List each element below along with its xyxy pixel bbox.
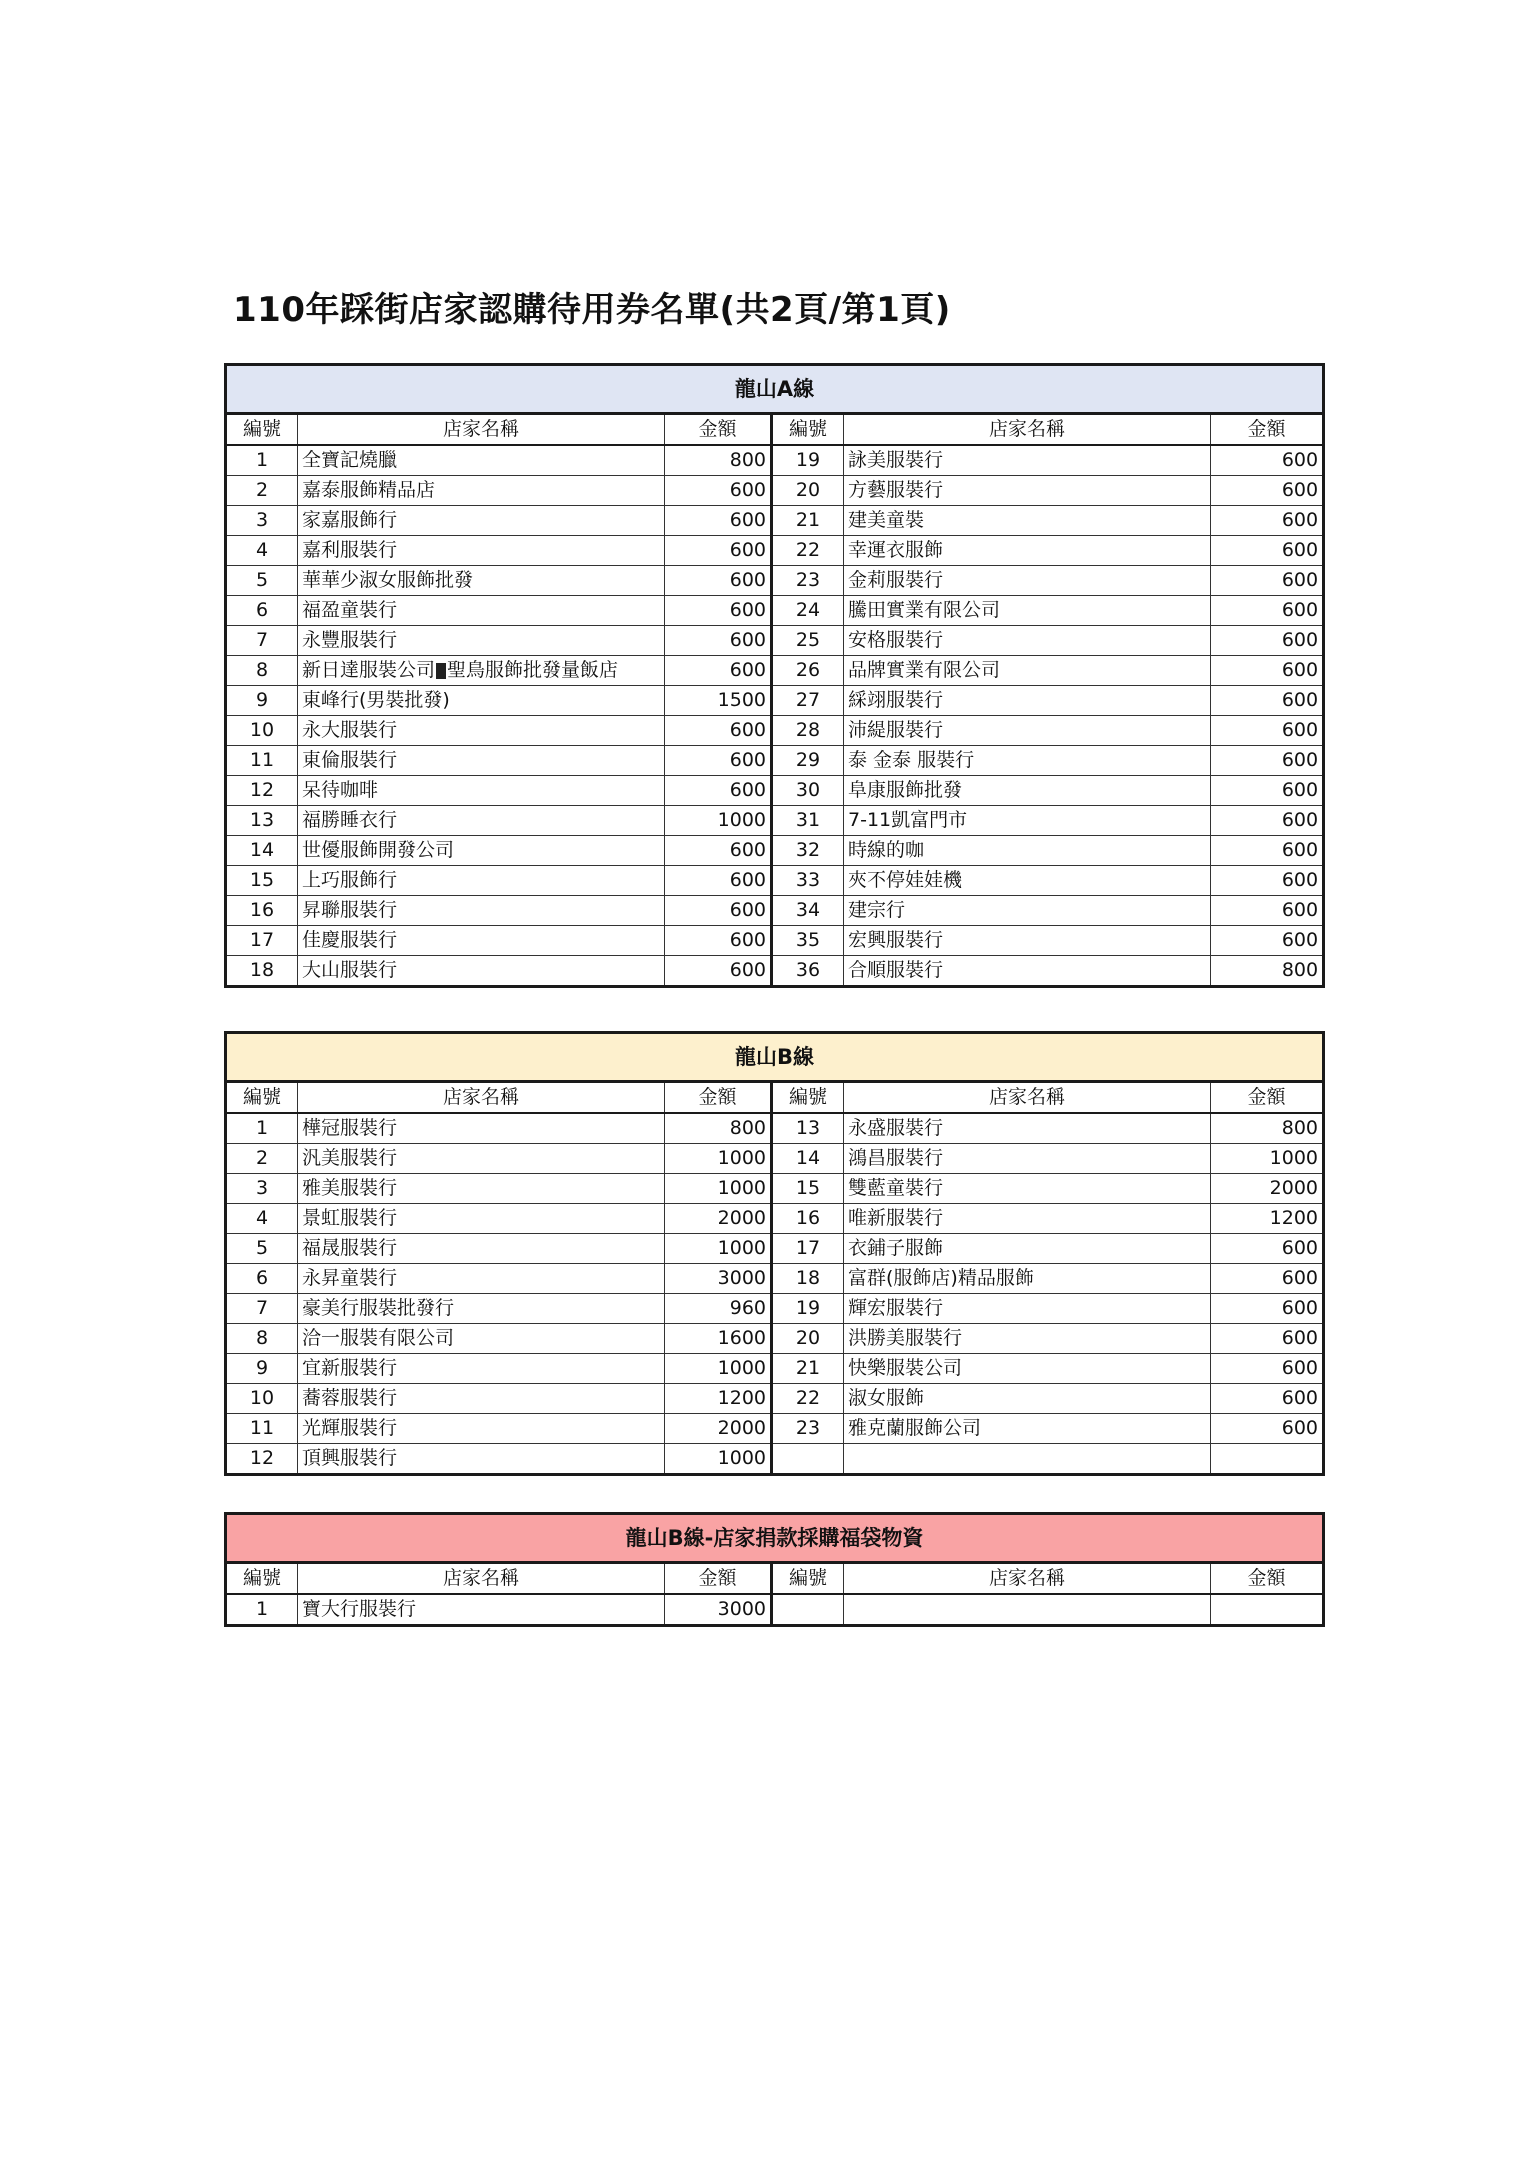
- store-no: 6: [226, 1264, 298, 1294]
- store-name: [298, 1294, 665, 1324]
- store-no: 3: [226, 506, 298, 536]
- store-no: 24: [772, 596, 844, 626]
- col-header-name: 店家名稱: [298, 1082, 665, 1114]
- store-amount: [1211, 1444, 1324, 1475]
- store-name-text: 光輝服裝行: [302, 1417, 398, 1439]
- store-amount: 600: [665, 956, 772, 987]
- store-name: [298, 1174, 665, 1204]
- store-amount: 600: [1211, 566, 1324, 596]
- store-name-text: 家嘉服飾行: [302, 509, 398, 531]
- store-name-text: 永大服裝行: [302, 719, 398, 741]
- store-name: [298, 1204, 665, 1234]
- store-no: 26: [772, 656, 844, 686]
- store-name: 宏興服裝行: [844, 926, 1211, 956]
- store-no: 19: [772, 445, 844, 476]
- store-no: 36: [772, 956, 844, 987]
- col-header-amount: 金額: [665, 1563, 772, 1595]
- table-row: [226, 1234, 1324, 1264]
- store-name-text: 雅美服裝行: [302, 1177, 398, 1199]
- store-amount: 800: [665, 445, 772, 476]
- store-name-text: 福盈童裝行: [302, 599, 398, 621]
- store-name-text: 汎美服裝行: [302, 1147, 398, 1169]
- store-no: 21: [772, 506, 844, 536]
- store-name: [298, 956, 665, 987]
- store-amount: 960: [665, 1294, 772, 1324]
- store-amount: 600: [665, 506, 772, 536]
- store-name: 合順服裝行: [844, 956, 1211, 987]
- store-amount: 600: [665, 596, 772, 626]
- col-header-amount: 金額: [665, 414, 772, 446]
- store-name: 淑女服飾: [844, 1384, 1211, 1414]
- store-name-text: 全寶記燒臘: [302, 449, 398, 471]
- store-no: 18: [226, 956, 298, 987]
- store-name: 金莉服裝行: [844, 566, 1211, 596]
- store-amount: 600: [1211, 506, 1324, 536]
- store-no: 27: [772, 686, 844, 716]
- table-row: [226, 506, 1324, 536]
- store-no: 13: [226, 806, 298, 836]
- table-row: [226, 746, 1324, 776]
- store-no: 20: [772, 476, 844, 506]
- store-name: 建美童裝: [844, 506, 1211, 536]
- store-no: 15: [226, 866, 298, 896]
- overlap-mark: [436, 663, 446, 679]
- store-no: 8: [226, 1324, 298, 1354]
- store-name: 時線的咖: [844, 836, 1211, 866]
- store-name-text: 福晟服裝行: [302, 1237, 398, 1259]
- store-name: 方藝服裝行: [844, 476, 1211, 506]
- store-name-text: 宜新服裝行: [302, 1357, 398, 1379]
- store-name: [298, 1414, 665, 1444]
- store-name-text: 嘉利服裝行: [302, 539, 398, 561]
- store-no: 5: [226, 566, 298, 596]
- store-amount: 600: [665, 536, 772, 566]
- table-row: [226, 1594, 1324, 1626]
- store-name-text: 大山服裝行: [302, 959, 398, 981]
- store-no: 33: [772, 866, 844, 896]
- table-row: [226, 686, 1324, 716]
- store-name: [298, 1384, 665, 1414]
- store-name-text: 寶大行服裝行: [302, 1598, 417, 1620]
- store-no: 23: [772, 566, 844, 596]
- table-row: [226, 1414, 1324, 1444]
- store-name: 幸運衣服飾: [844, 536, 1211, 566]
- col-header-no: 編號: [226, 1082, 298, 1114]
- store-name-text: 呆待咖啡: [302, 779, 379, 801]
- store-amount: 600: [1211, 686, 1324, 716]
- table-row: [226, 1264, 1324, 1294]
- store-name: 快樂服裝公司: [844, 1354, 1211, 1384]
- store-name: [298, 746, 665, 776]
- store-name: [844, 1444, 1211, 1475]
- store-name: [298, 716, 665, 746]
- column-header-row: [226, 414, 1324, 446]
- store-amount: 600: [1211, 926, 1324, 956]
- store-amount: 600: [1211, 1324, 1324, 1354]
- store-no: 5: [226, 1234, 298, 1264]
- table-row: [226, 776, 1324, 806]
- store-no: 18: [772, 1264, 844, 1294]
- store-no: 35: [772, 926, 844, 956]
- store-amount: 600: [1211, 1384, 1324, 1414]
- store-name: 夾不停娃娃機: [844, 866, 1211, 896]
- store-name: [298, 686, 665, 716]
- store-name: [298, 806, 665, 836]
- store-no: 29: [772, 746, 844, 776]
- store-name: 騰田實業有限公司: [844, 596, 1211, 626]
- store-amount: 600: [1211, 836, 1324, 866]
- store-no: 20: [772, 1324, 844, 1354]
- store-no: 11: [226, 746, 298, 776]
- store-name-text: 洽一服裝有限公司: [302, 1327, 455, 1349]
- table-row: [226, 656, 1324, 686]
- table-row: [226, 836, 1324, 866]
- store-name-text: 上巧服飾行: [302, 869, 398, 891]
- store-no: 9: [226, 686, 298, 716]
- store-amount: 600: [1211, 1234, 1324, 1264]
- col-header-name: 店家名稱: [844, 1082, 1211, 1114]
- column-header-row: [226, 1563, 1324, 1595]
- store-name: 詠美服裝行: [844, 445, 1211, 476]
- store-no: [772, 1444, 844, 1475]
- store-no: 22: [772, 1384, 844, 1414]
- store-name: [298, 1113, 665, 1144]
- store-no: 14: [772, 1144, 844, 1174]
- table-row: [226, 1294, 1324, 1324]
- store-amount: 600: [1211, 716, 1324, 746]
- store-amount: 600: [665, 716, 772, 746]
- col-header-amount: 金額: [1211, 1563, 1324, 1595]
- store-name: [844, 1594, 1211, 1626]
- col-header-no: 編號: [226, 1563, 298, 1595]
- store-no: 1: [226, 445, 298, 476]
- store-name: [298, 896, 665, 926]
- store-no: 10: [226, 1384, 298, 1414]
- store-name: 泰 金泰 服裝行: [844, 746, 1211, 776]
- store-no: 16: [226, 896, 298, 926]
- store-name: [298, 476, 665, 506]
- store-amount: 1500: [665, 686, 772, 716]
- store-no: 8: [226, 656, 298, 686]
- store-amount: 600: [665, 746, 772, 776]
- store-no: 28: [772, 716, 844, 746]
- store-no: 21: [772, 1354, 844, 1384]
- store-amount: 600: [1211, 626, 1324, 656]
- store-amount: 1000: [665, 806, 772, 836]
- store-name-text: 嘉泰服飾精品店: [302, 479, 436, 501]
- store-name: [298, 1234, 665, 1264]
- table-row: [226, 626, 1324, 656]
- store-amount: 3000: [665, 1264, 772, 1294]
- store-name-text: 福勝睡衣行: [302, 809, 398, 831]
- page-title: 110年踩街店家認購待用券名單(共2頁/第1頁): [233, 290, 951, 330]
- store-amount: 1000: [665, 1174, 772, 1204]
- store-name: [298, 926, 665, 956]
- store-name: [298, 1144, 665, 1174]
- store-name: 建宗行: [844, 896, 1211, 926]
- store-amount: 600: [665, 926, 772, 956]
- store-no: 7: [226, 626, 298, 656]
- store-no: 22: [772, 536, 844, 566]
- store-name: 綵翊服裝行: [844, 686, 1211, 716]
- store-name: 雙藍童裝行: [844, 1174, 1211, 1204]
- store-amount: 600: [665, 566, 772, 596]
- store-name-text: 東倫服裝行: [302, 749, 398, 771]
- table-row: [226, 716, 1324, 746]
- store-name-text: 豪美行服裝批發行: [302, 1297, 455, 1319]
- col-header-name: 店家名稱: [844, 414, 1211, 446]
- store-no: 14: [226, 836, 298, 866]
- store-name: [298, 866, 665, 896]
- store-name: [298, 1594, 665, 1626]
- table-row: [226, 1324, 1324, 1354]
- store-name: 鴻昌服裝行: [844, 1144, 1211, 1174]
- store-name-text: 新日達服裝公司: [302, 659, 436, 681]
- col-header-no: 編號: [226, 414, 298, 446]
- store-no: 34: [772, 896, 844, 926]
- table-row: [226, 866, 1324, 896]
- store-amount: 600: [1211, 445, 1324, 476]
- store-amount: 1200: [665, 1384, 772, 1414]
- store-name-text: 佳慶服裝行: [302, 929, 398, 951]
- store-name-text: 樺冠服裝行: [302, 1117, 398, 1139]
- store-name: 安格服裝行: [844, 626, 1211, 656]
- store-name: [298, 776, 665, 806]
- store-name-text: 世優服飾開發公司: [302, 839, 455, 861]
- store-no: 17: [226, 926, 298, 956]
- store-amount: [1211, 1594, 1324, 1626]
- store-table: [224, 1031, 1325, 1476]
- store-no: 13: [772, 1113, 844, 1144]
- col-header-no: 編號: [772, 1082, 844, 1114]
- store-amount: 1600: [665, 1324, 772, 1354]
- col-header-amount: 金額: [1211, 1082, 1324, 1114]
- store-table: [224, 363, 1325, 988]
- table-row: [226, 476, 1324, 506]
- store-no: 9: [226, 1354, 298, 1384]
- store-name: 永盛服裝行: [844, 1113, 1211, 1144]
- store-amount: 800: [665, 1113, 772, 1144]
- store-name: 沛緹服裝行: [844, 716, 1211, 746]
- store-amount: 600: [1211, 866, 1324, 896]
- store-amount: 600: [1211, 476, 1324, 506]
- store-amount: 1000: [1211, 1144, 1324, 1174]
- store-no: 12: [226, 1444, 298, 1475]
- column-header-row: [226, 1082, 1324, 1114]
- store-amount: 600: [1211, 776, 1324, 806]
- store-no: 15: [772, 1174, 844, 1204]
- store-amount: 2000: [1211, 1174, 1324, 1204]
- store-no: 30: [772, 776, 844, 806]
- col-header-no: 編號: [772, 414, 844, 446]
- store-name: [298, 1354, 665, 1384]
- store-no: 7: [226, 1294, 298, 1324]
- col-header-name: 店家名稱: [298, 1563, 665, 1595]
- store-no: 4: [226, 536, 298, 566]
- store-name: 唯新服裝行: [844, 1204, 1211, 1234]
- store-no: 4: [226, 1204, 298, 1234]
- store-name-text: 永昇童裝行: [302, 1267, 398, 1289]
- store-name: 衣鋪子服飾: [844, 1234, 1211, 1264]
- store-no: [772, 1594, 844, 1626]
- store-name-text: 華華少淑女服飾批發: [302, 569, 474, 591]
- table-row: [226, 566, 1324, 596]
- store-amount: 3000: [665, 1594, 772, 1626]
- store-name: [298, 626, 665, 656]
- store-amount: 600: [1211, 1264, 1324, 1294]
- store-amount: 2000: [665, 1204, 772, 1234]
- store-amount: 600: [665, 476, 772, 506]
- store-name-text: 頂興服裝行: [302, 1447, 398, 1469]
- store-name: [298, 536, 665, 566]
- store-name: 品牌實業有限公司: [844, 656, 1211, 686]
- section-heading: 龍山B線-店家捐款採購福袋物資: [226, 1514, 1324, 1563]
- table-row: [226, 926, 1324, 956]
- store-name: 富群(服飾店)精品服飾: [844, 1264, 1211, 1294]
- store-name: [298, 566, 665, 596]
- table-row: [226, 445, 1324, 476]
- store-amount: 800: [1211, 1113, 1324, 1144]
- store-amount: 600: [665, 836, 772, 866]
- store-name: 雅克蘭服飾公司: [844, 1414, 1211, 1444]
- store-amount: 600: [665, 656, 772, 686]
- col-header-name: 店家名稱: [844, 1563, 1211, 1595]
- store-amount: 600: [1211, 806, 1324, 836]
- store-amount: 600: [665, 626, 772, 656]
- section-longshan-b-donation: [224, 1512, 1322, 1627]
- store-name-extra: 聖鳥服飾批發量飯店: [447, 659, 619, 681]
- col-header-name: 店家名稱: [298, 414, 665, 446]
- store-name: [298, 1264, 665, 1294]
- store-no: 1: [226, 1113, 298, 1144]
- store-no: 6: [226, 596, 298, 626]
- store-name-text: 東峰行(男裝批發): [302, 689, 450, 711]
- store-name: 7-11凱富門市: [844, 806, 1211, 836]
- table-row: [226, 1354, 1324, 1384]
- table-row: [226, 1113, 1324, 1144]
- store-no: 19: [772, 1294, 844, 1324]
- store-amount: 600: [1211, 536, 1324, 566]
- store-no: 2: [226, 1144, 298, 1174]
- store-amount: 600: [1211, 746, 1324, 776]
- table-row: [226, 1384, 1324, 1414]
- store-amount: 600: [1211, 1294, 1324, 1324]
- store-amount: 2000: [665, 1414, 772, 1444]
- col-header-amount: 金額: [1211, 414, 1324, 446]
- store-name-text: 景虹服裝行: [302, 1207, 398, 1229]
- store-name: [298, 445, 665, 476]
- store-name: [298, 1444, 665, 1475]
- store-no: 23: [772, 1414, 844, 1444]
- store-no: 2: [226, 476, 298, 506]
- table-row: [226, 1444, 1324, 1475]
- store-name-text: 蕎蓉服裝行: [302, 1387, 398, 1409]
- store-amount: 1000: [665, 1144, 772, 1174]
- table-row: [226, 536, 1324, 566]
- table-row: [226, 1174, 1324, 1204]
- store-no: 11: [226, 1414, 298, 1444]
- store-no: 32: [772, 836, 844, 866]
- store-amount: 600: [1211, 1354, 1324, 1384]
- store-no: 1: [226, 1594, 298, 1626]
- table-row: [226, 1144, 1324, 1174]
- store-table: [224, 1512, 1325, 1627]
- store-amount: 1000: [665, 1234, 772, 1264]
- table-row: [226, 1204, 1324, 1234]
- store-no: 3: [226, 1174, 298, 1204]
- store-no: 12: [226, 776, 298, 806]
- store-no: 10: [226, 716, 298, 746]
- store-no: 17: [772, 1234, 844, 1264]
- store-no: 25: [772, 626, 844, 656]
- store-amount: 600: [1211, 896, 1324, 926]
- section-heading: 龍山A線: [226, 365, 1324, 414]
- store-amount: 600: [1211, 1414, 1324, 1444]
- store-amount: 600: [665, 776, 772, 806]
- table-row: [226, 596, 1324, 626]
- col-header-amount: 金額: [665, 1082, 772, 1114]
- store-amount: 1000: [665, 1354, 772, 1384]
- table-row: [226, 956, 1324, 987]
- store-name: [298, 506, 665, 536]
- store-amount: 1200: [1211, 1204, 1324, 1234]
- store-no: 16: [772, 1204, 844, 1234]
- store-name-text: 永豐服裝行: [302, 629, 398, 651]
- store-amount: 1000: [665, 1444, 772, 1475]
- store-name: [298, 596, 665, 626]
- store-name: 洪勝美服裝行: [844, 1324, 1211, 1354]
- store-name-text: 昇聯服裝行: [302, 899, 398, 921]
- store-no: 31: [772, 806, 844, 836]
- store-amount: 600: [1211, 596, 1324, 626]
- section-longshan-b: [224, 1031, 1322, 1476]
- store-name: [298, 836, 665, 866]
- store-name: 輝宏服裝行: [844, 1294, 1211, 1324]
- table-row: [226, 896, 1324, 926]
- section-heading: 龍山B線: [226, 1033, 1324, 1082]
- store-name: 阜康服飾批發: [844, 776, 1211, 806]
- store-name: [298, 656, 665, 686]
- col-header-no: 編號: [772, 1563, 844, 1595]
- table-row: [226, 806, 1324, 836]
- section-longshan-a: [224, 363, 1322, 988]
- store-amount: 600: [1211, 656, 1324, 686]
- store-name: [298, 1324, 665, 1354]
- store-amount: 800: [1211, 956, 1324, 987]
- store-amount: 600: [665, 896, 772, 926]
- store-amount: 600: [665, 866, 772, 896]
